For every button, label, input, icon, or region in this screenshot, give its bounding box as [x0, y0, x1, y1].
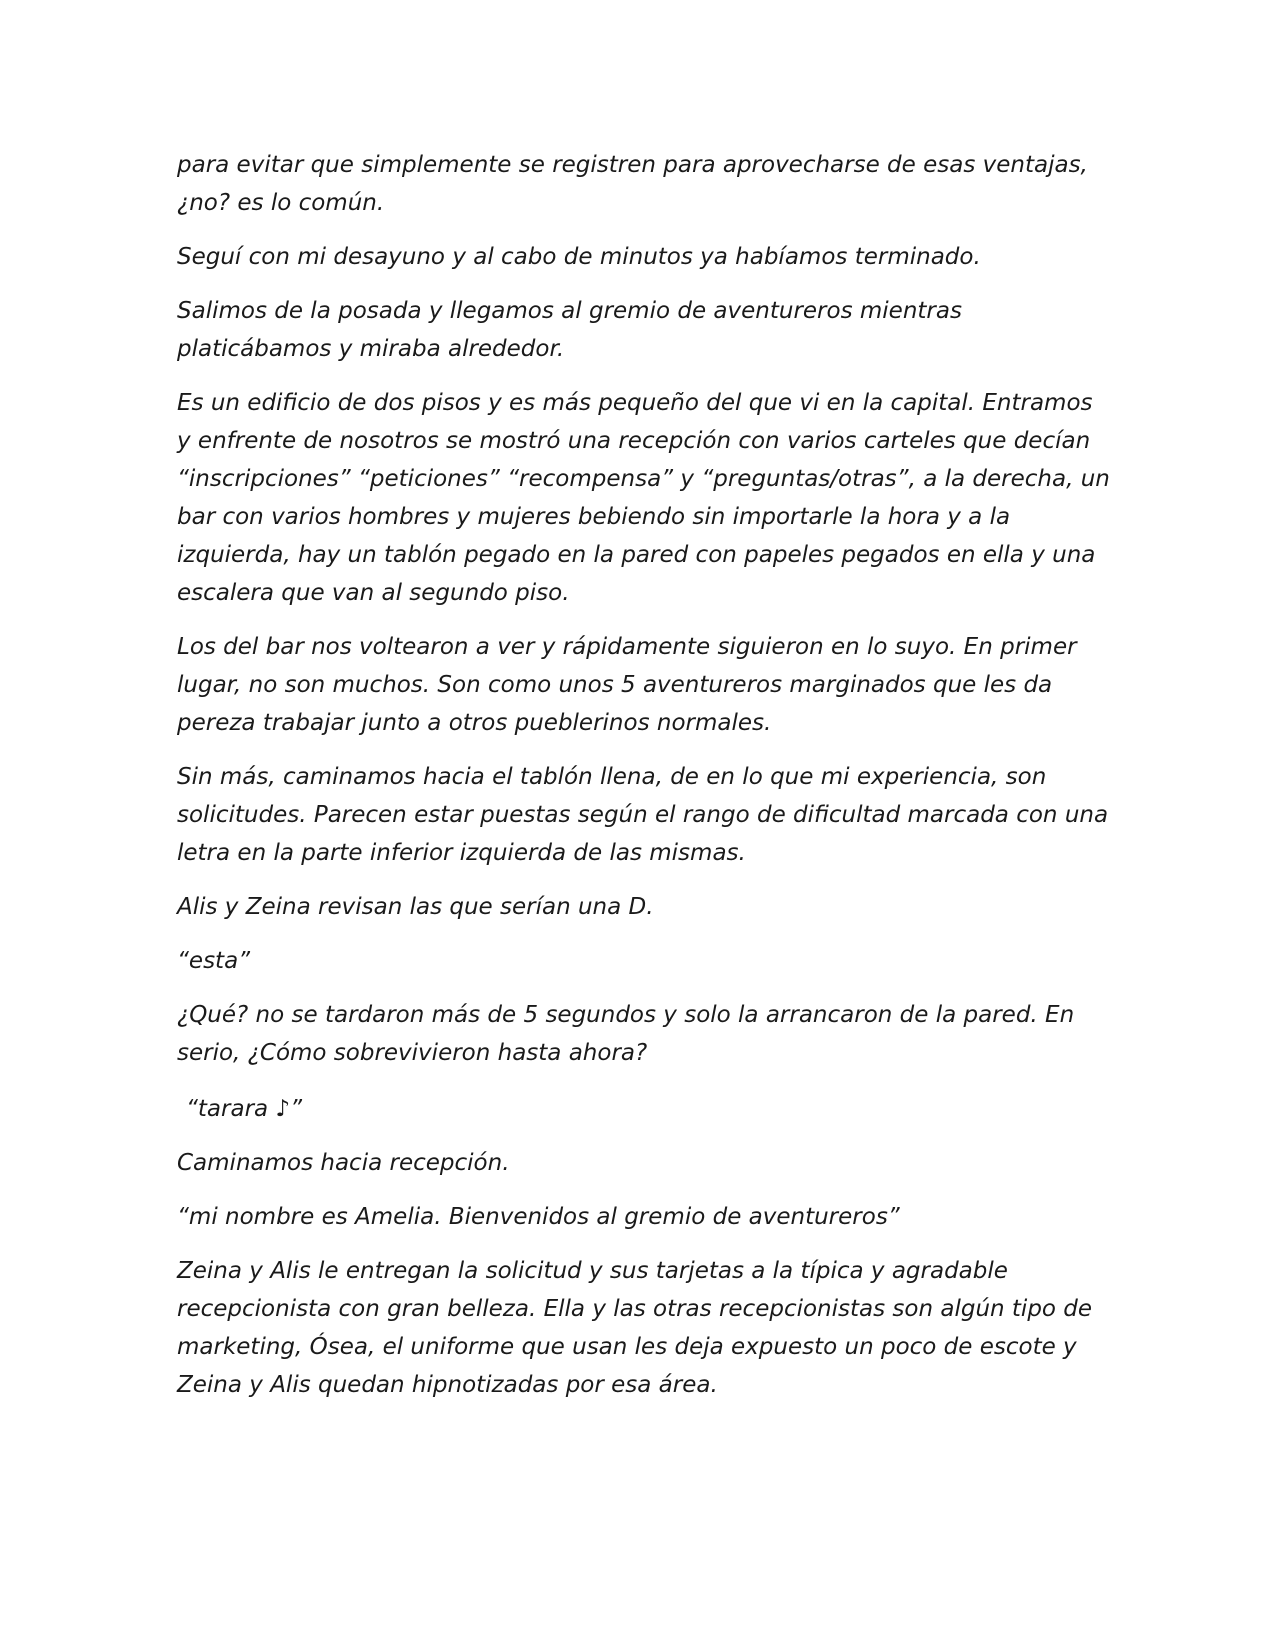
- paragraph-2: Seguí con mi desayuno y al cabo de minutos ya habíamos terminado.: [177, 244, 981, 270]
- body-text: [177, 146, 1112, 1420]
- paragraph-8: “esta”: [177, 948, 251, 974]
- paragraph-3: Salimos de la posada y llegamos al gremio de aventureros mientras platicábamos y miraba alrededor.: [177, 298, 962, 362]
- paragraph-11: Caminamos hacia recepción.: [177, 1150, 510, 1176]
- paragraph-5: Los del bar nos voltearon a ver y rápidamente siguieron en lo suyo. En primer lugar, no son muchos. Son como unos 5 aventureros marginados que les da pereza trabajar junto a otros pueblerinos normales.: [177, 634, 1077, 736]
- paragraph-1: para evitar que simplemente se registren para aprovecharse de esas ventajas, ¿no? es lo común.: [177, 152, 1088, 216]
- paragraph-9: ¿Qué? no se tardaron más de 5 segundos y solo la arrancaron de la pared. En serio, ¿Cómo sobrevivieron hasta ahora?: [177, 1002, 1075, 1066]
- paragraph-6: Sin más, caminamos hacia el tablón llena, de en lo que mi experiencia, son solicitudes. Parecen estar puestas según el rango de dificultad marcada con una letra en la parte inferior izquierda de las mismas.: [177, 764, 1109, 866]
- paragraph-7: Alis y Zeina revisan las que serían una D.: [177, 894, 654, 920]
- paragraph-4: Es un edificio de dos pisos y es más pequeño del que vi en la capital. Entramos y enfrente de nosotros se mostró una recepción con varios carteles que decían “inscripciones” “peticiones” “recompensa” y “preguntas/otras”, a la derecha, un bar con varios hombres y mujeres bebiendo sin importarle la hora y a la izquierda, hay un tablón pegado en la pared con papeles pegados en ella y una escalera que van al segundo piso.: [177, 390, 1110, 606]
- paragraph-10: “tarara ♪”: [186, 1096, 303, 1122]
- paragraph-12: “mi nombre es Amelia. Bienvenidos al gremio de aventureros”: [177, 1204, 900, 1230]
- paragraph-13: Zeina y Alis le entregan la solicitud y sus tarjetas a la típica y agradable recepcionista con gran belleza. Ella y las otras recepcionistas son algún tipo de marketing, Ósea, el uniforme que usan les deja expuesto un poco de escote y Zeina y Alis quedan hipnotizadas por esa área.: [177, 1258, 1093, 1398]
